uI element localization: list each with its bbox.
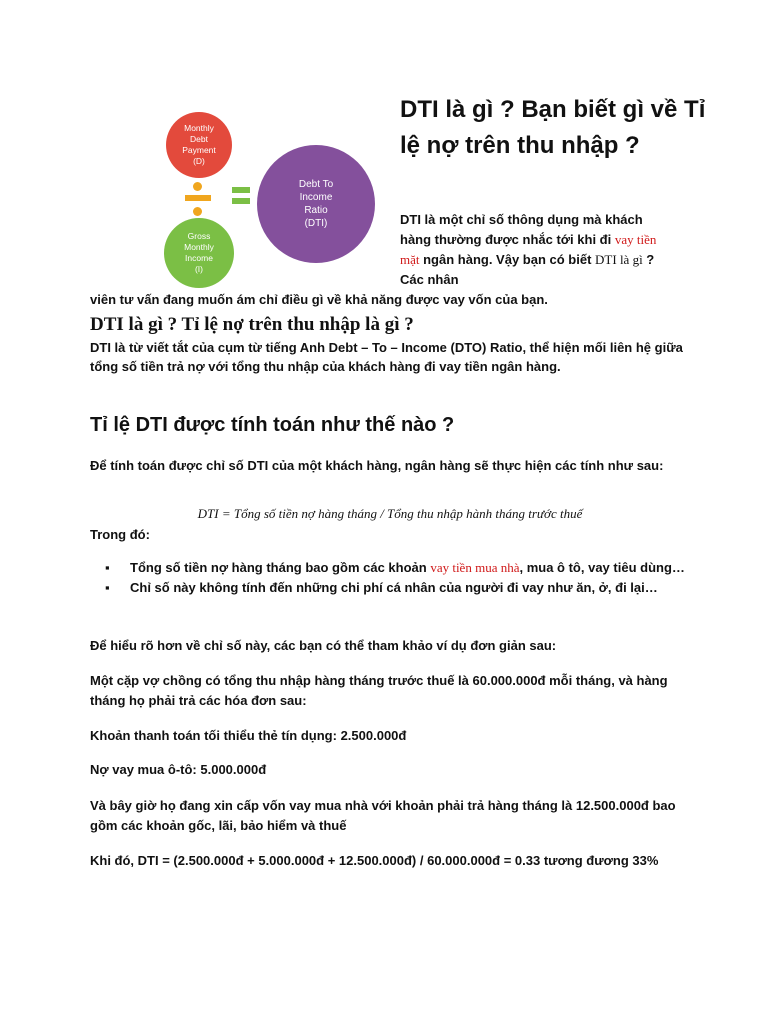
section-heading-dti: DTI là gì ? Tỉ lệ nợ trên thu nhập là gì ? [90,314,414,335]
paragraph-example-intro: Để hiểu rõ hơn về chỉ số này, các bạn có thể tham khảo ví dụ đơn giản sau: [90,638,557,653]
article-title: DTI là gì ? Bạn biết gì về Tỉ lệ nợ trên thu nhập ? [400,96,706,159]
link-dti-la-gi[interactable]: DTI là gì [595,252,643,267]
paragraph-mortgage: Và bây giờ họ đang xin cấp vốn vay mua nhà với khoản phải trả hàng tháng là 12.500.000đ bao gồm các khoản gốc, lãi, bảo hiểm và thuế [90,798,676,833]
section-heading-calculation: Tỉ lệ DTI được tính toán như thế nào ? [90,414,455,436]
list-item [90,578,686,598]
bullet-icon: ▪ [105,560,110,575]
bullet2-text: Chỉ số này không tính đến những chi phí cá nhân của người đi vay như ăn, ở, đi lại… [130,580,658,595]
formula: DTI = Tổng số tiền nợ hàng tháng / Tổng thu nhập hành tháng trước thuế [197,506,583,521]
ratio-label: Debt To Income Ratio (DTI) [298,179,334,229]
bullet-list [90,558,686,598]
label-trong-do: Trong đó: [90,527,150,542]
paragraph-example-income: Một cặp vợ chồng có tổng thu nhập hàng tháng trước thuế là 60.000.000đ mỗi tháng, và hàng tháng họ phải trả các hóa đơn sau: [90,673,668,708]
link-vay-tien-mua-nha[interactable]: vay tiền mua nhà [430,560,520,575]
bullet1-part2: , mua ô tô, vay tiêu dùng… [519,560,685,575]
debt-label: Monthly Debt Payment (D) [182,123,216,166]
monthly-debt-payment-circle [166,112,232,178]
intro-part1: DTI là một chỉ số thông dụng mà khách hàng thường được nhắc tới khi đi [400,212,643,247]
intro-part3: ? Các nhân [400,252,655,287]
paragraph-calculation: Để tính toán được chỉ số DTI của một khách hàng, ngân hàng sẽ thực hiện các tính như sau: [90,458,664,473]
gross-monthly-income-circle [164,218,234,288]
bullet-icon: ▪ [105,580,110,595]
divide-icon [181,180,215,216]
paragraph-result: Khi đó, DTI = (2.500.000đ + 5.000.000đ + 12.500.000đ) / 60.000.000đ = 0.33 tương đương 33% [90,853,659,868]
intro-part2: ngân hàng. Vậy bạn có biết [419,252,596,267]
intro-paragraph [400,210,670,290]
equals-icon [232,185,250,205]
intro-continuation: viên tư vấn đang muốn ám chỉ điều gì về khả năng được vay vốn của bạn. [90,292,548,307]
income-label: Gross Monthly Income (I) [184,231,214,274]
debt-to-income-ratio-circle [257,145,375,263]
link-vay-tien-mat[interactable]: vay tiền mặt [400,232,657,267]
paragraph-car-loan: Nợ vay mua ô-tô: 5.000.000đ [90,762,267,777]
paragraph-credit-card: Khoản thanh toán tối thiểu thẻ tín dụng: 2.500.000đ [90,728,407,743]
paragraph-definition: DTI là từ viết tắt của cụm từ tiếng Anh Debt – To – Income (DTO) Ratio, thể hiện mối liên hệ giữa tổng số tiền trả nợ với tổng thu nhập của khách hàng đi vay tiền ngân hàng. [90,340,683,374]
list-item [90,558,686,578]
bullet1-part1: Tổng số tiền nợ hàng tháng bao gồm các khoản [130,560,431,575]
